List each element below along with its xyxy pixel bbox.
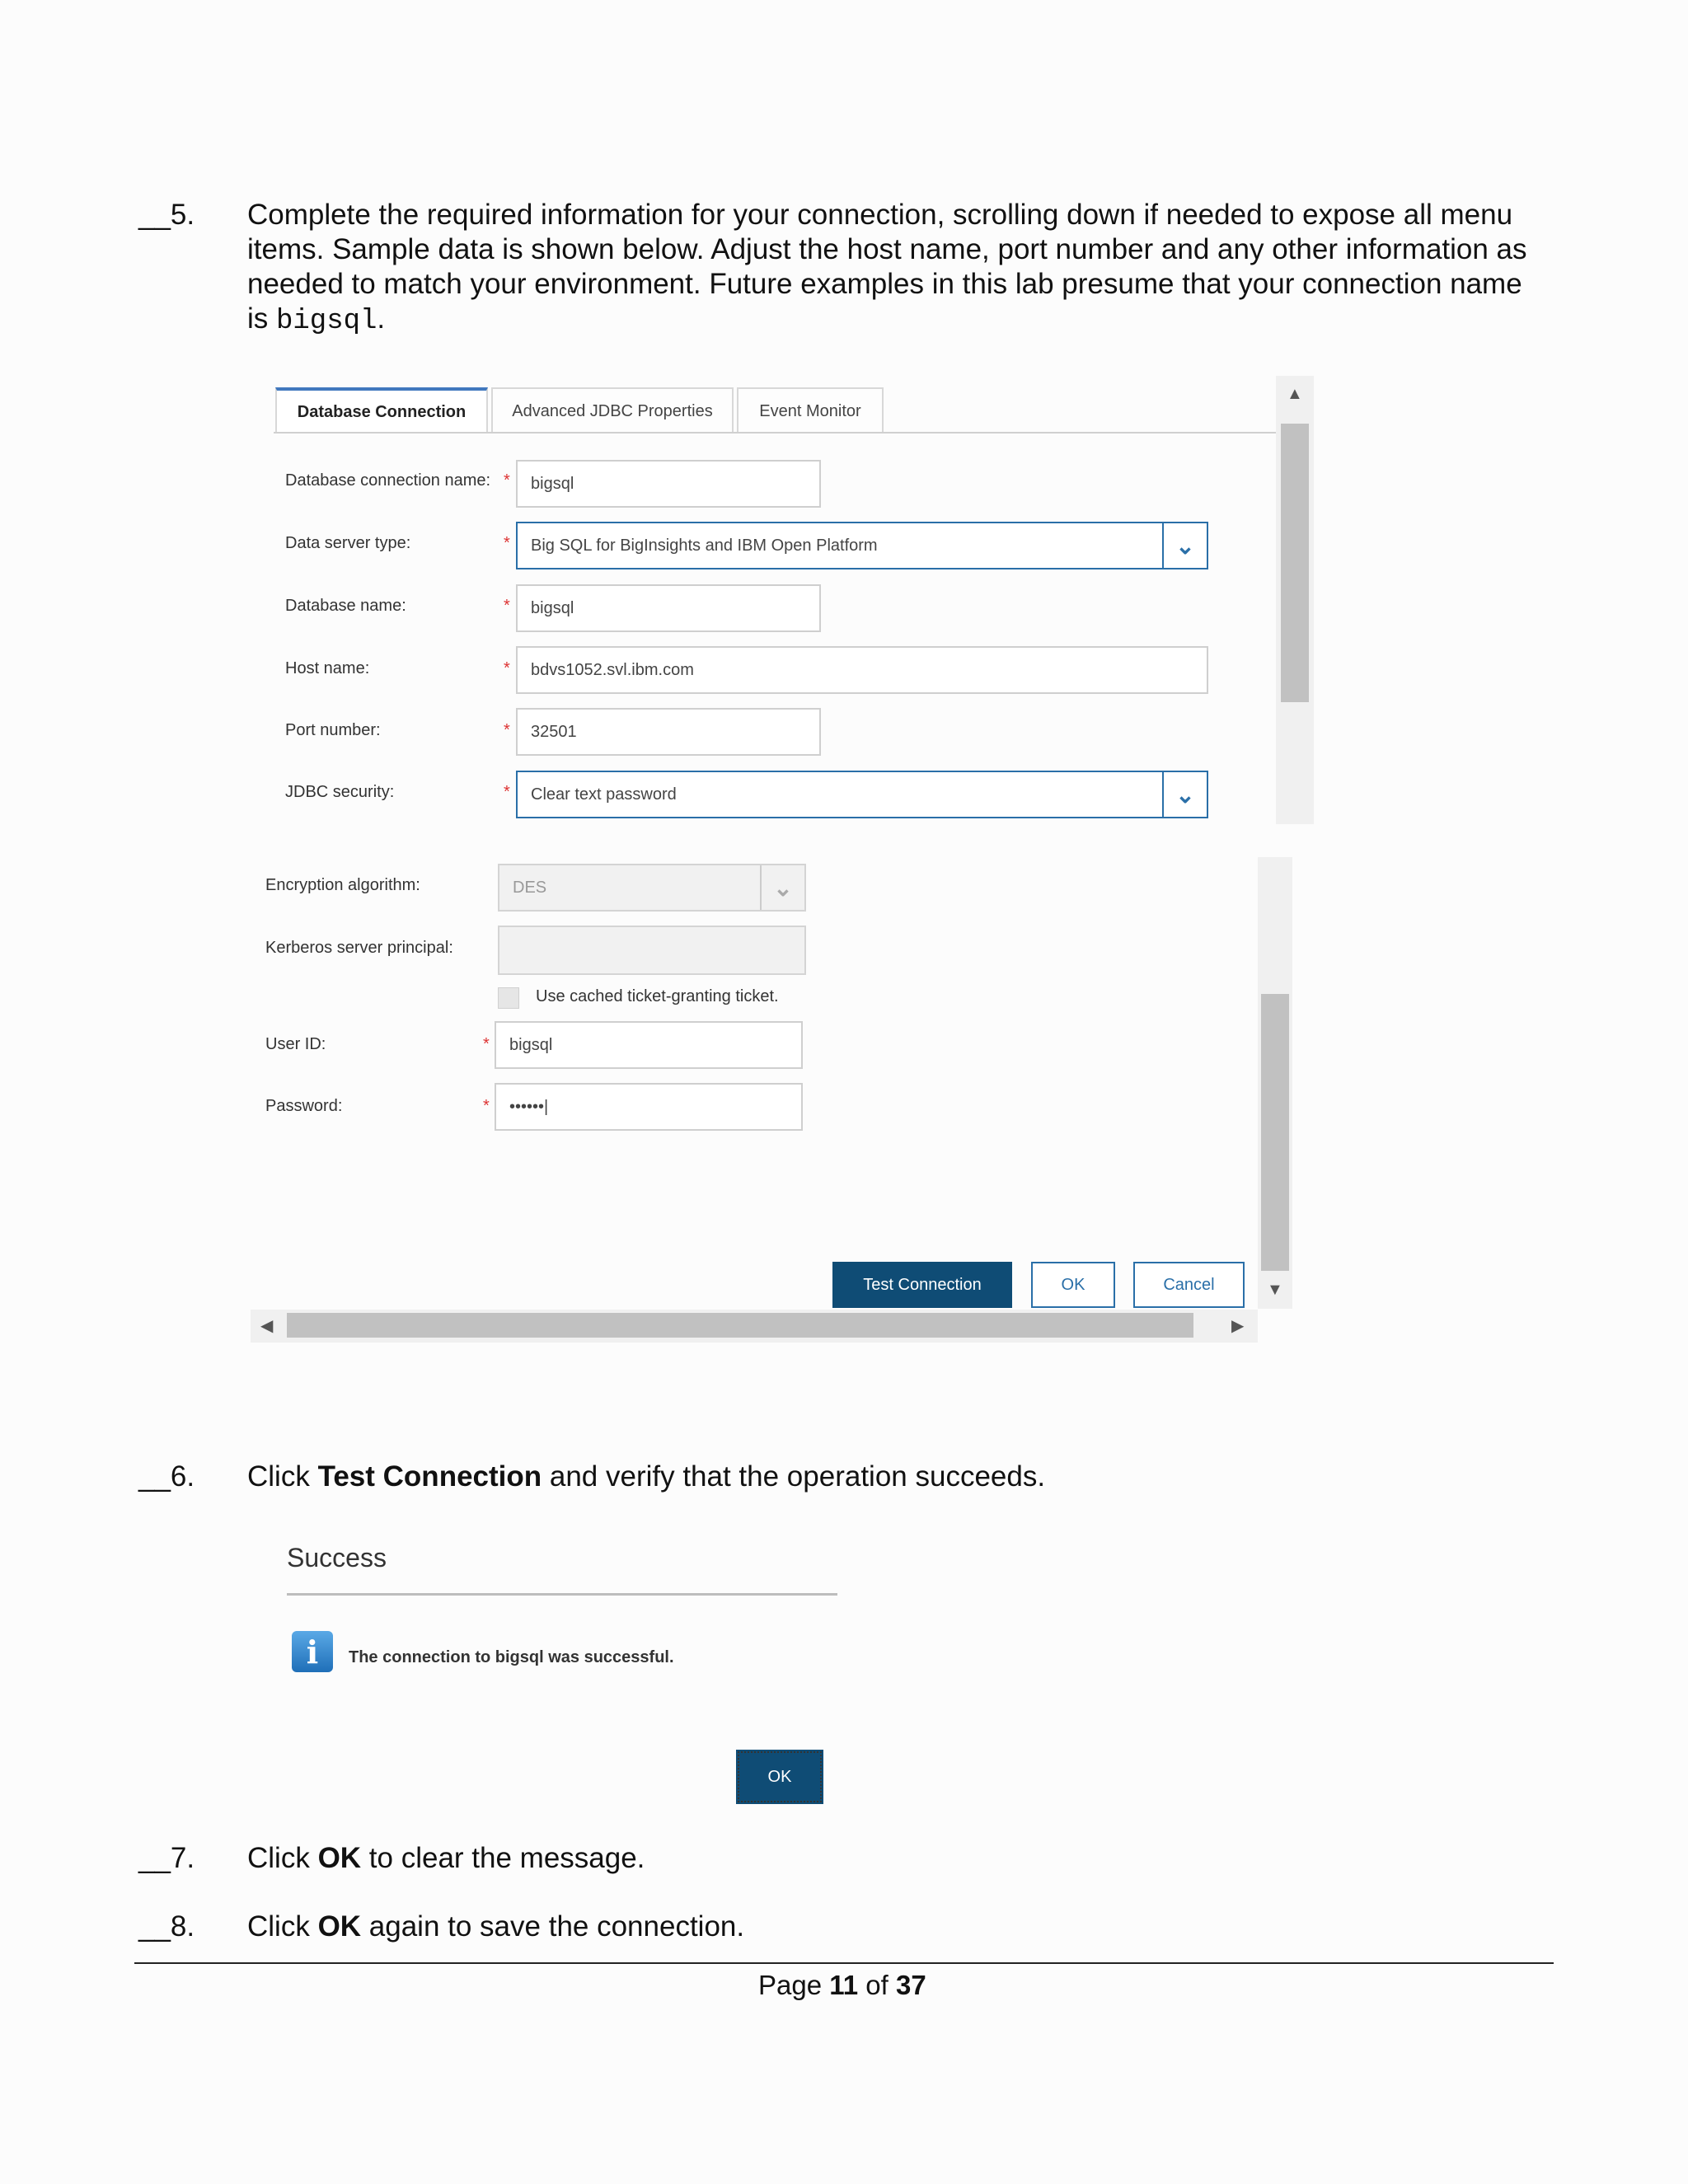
step-7-post: to clear the message. (361, 1842, 645, 1874)
conn-name-input[interactable]: bigsql (516, 460, 821, 508)
required-mark: * (483, 1097, 490, 1115)
page-total: 37 (896, 1970, 926, 2000)
kerberos-label: Kerberos server principal: (265, 939, 453, 957)
kerberos-input[interactable] (498, 926, 806, 975)
success-message: The connection to bigsql was successful. (349, 1648, 674, 1666)
required-mark: * (504, 783, 510, 801)
required-mark: * (504, 659, 510, 677)
step-6-pre: Click (247, 1460, 318, 1493)
step-number: __6. (138, 1460, 195, 1493)
page-current: 11 (829, 1970, 859, 2000)
step-text (247, 198, 1533, 339)
success-divider (287, 1593, 837, 1596)
info-icon: i (292, 1631, 333, 1672)
page-pre: Page (758, 1970, 830, 2000)
port-input[interactable]: 32501 (516, 708, 821, 756)
step-text (247, 1460, 1045, 1494)
step-7-bold: OK (317, 1842, 362, 1874)
scroll-down-icon[interactable]: ▼ (1267, 1281, 1283, 1299)
required-mark: * (504, 721, 510, 739)
required-mark: * (504, 534, 510, 552)
step-6-post: and verify that the operation succeeds. (542, 1460, 1046, 1493)
scroll-up-icon[interactable]: ▲ (1287, 385, 1303, 403)
scrollbar-thumb[interactable] (1281, 424, 1309, 702)
cached-ticket-label: Use cached ticket-granting ticket. (536, 987, 779, 1005)
chevron-down-icon[interactable]: ⌄ (1162, 772, 1207, 817)
cached-ticket-checkbox[interactable] (498, 987, 519, 1009)
conn-name-label: Database connection name: (285, 471, 491, 490)
tab-divider (274, 432, 1278, 434)
step-5-code: bigsql (276, 306, 377, 337)
password-label: Password: (265, 1097, 343, 1115)
security-label: JDBC security: (285, 783, 395, 801)
server-type-select[interactable] (516, 522, 1208, 569)
required-mark: * (504, 471, 510, 490)
scroll-right-icon[interactable]: ▶ (1231, 1317, 1245, 1335)
page-number (758, 1970, 926, 2001)
required-mark: * (483, 1035, 490, 1053)
ok-button[interactable]: OK (1031, 1262, 1115, 1308)
user-input[interactable]: bigsql (495, 1021, 803, 1069)
step-number: __5. (138, 199, 195, 231)
server-type-value: Big SQL for BigInsights and IBM Open Platform (531, 536, 878, 555)
step-text (247, 1910, 744, 1944)
security-select[interactable] (516, 771, 1208, 818)
chevron-down-icon[interactable]: ⌄ (760, 865, 804, 910)
footer-rule (134, 1962, 1554, 1964)
server-type-label: Data server type: (285, 534, 411, 552)
step-7-pre: Click (247, 1842, 318, 1874)
step-number: __8. (138, 1910, 195, 1943)
step-5-text: Complete the required information for your connection, scrolling down if needed to expose all menu items. Sample data is shown below. Adjust the host name, port number and any other information as needed to match your environment. Future examples in this lab presume that your connection name is (247, 199, 1527, 335)
step-number: __7. (138, 1842, 195, 1874)
test-connection-button[interactable]: Test Connection (832, 1262, 1012, 1308)
step-8-pre: Click (247, 1910, 318, 1943)
tab-event-monitor[interactable]: Event Monitor (737, 387, 884, 434)
success-ok-button[interactable]: OK (736, 1750, 823, 1804)
db-name-input[interactable]: bigsql (516, 584, 821, 632)
port-label: Port number: (285, 721, 381, 739)
step-8-post: again to save the connection. (361, 1910, 745, 1943)
cancel-button[interactable]: Cancel (1133, 1262, 1245, 1308)
tab-database-connection[interactable]: Database Connection (275, 387, 488, 434)
encryption-label: Encryption algorithm: (265, 876, 420, 894)
chevron-down-icon[interactable]: ⌄ (1162, 523, 1207, 568)
encryption-value: DES (513, 878, 547, 897)
password-input[interactable]: ••••••| (495, 1083, 803, 1131)
scroll-left-icon[interactable]: ◀ (260, 1317, 274, 1335)
step-6-bold: Test Connection (317, 1460, 542, 1493)
db-name-label: Database name: (285, 597, 406, 615)
encryption-select[interactable] (498, 864, 806, 912)
security-value: Clear text password (531, 785, 677, 804)
required-mark: * (504, 597, 510, 615)
success-title: Success (287, 1543, 387, 1572)
tab-advanced-jdbc-properties[interactable]: Advanced JDBC Properties (491, 387, 734, 434)
step-text (247, 1841, 645, 1876)
user-label: User ID: (265, 1035, 326, 1053)
host-label: Host name: (285, 659, 370, 677)
host-input[interactable]: bdvs1052.svl.ibm.com (516, 646, 1208, 694)
step-5-tail: . (377, 302, 386, 335)
page-mid: of (858, 1970, 896, 2000)
step-8-bold: OK (317, 1910, 362, 1943)
scrollbar-thumb[interactable] (287, 1313, 1193, 1338)
scrollbar-thumb[interactable] (1261, 994, 1289, 1271)
